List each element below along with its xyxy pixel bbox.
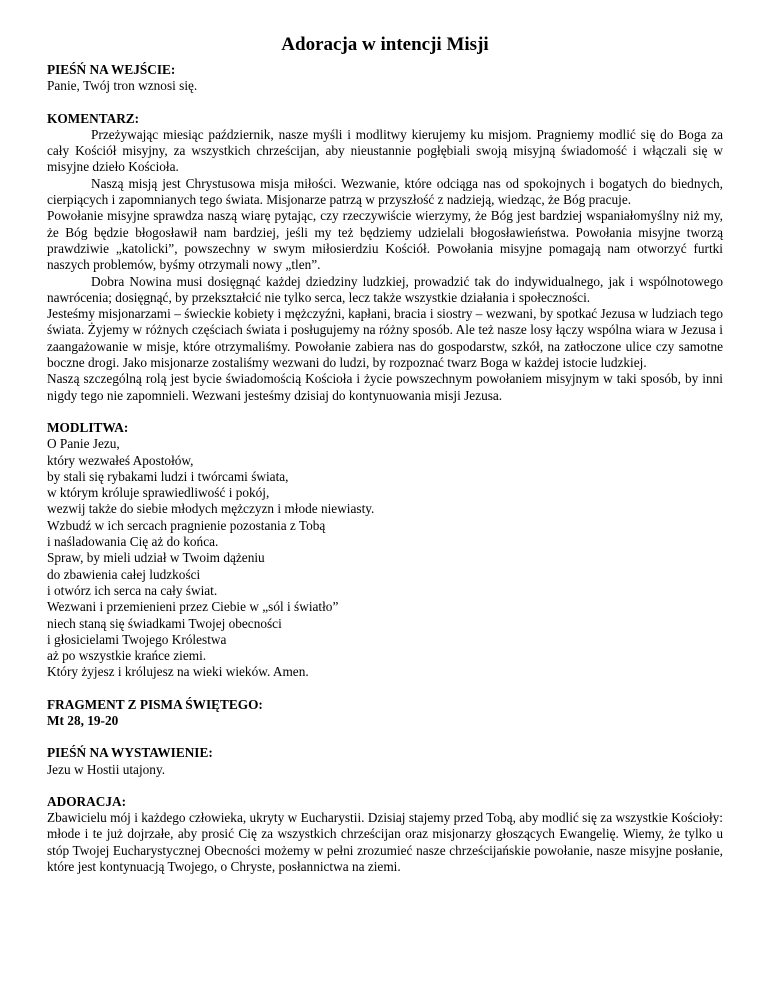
prayer-line: wezwij także do siebie młodych mężczyzn i młode niewiasty.	[47, 501, 375, 517]
prayer-lines	[47, 436, 723, 680]
document-page	[47, 34, 723, 875]
prayer-line: aż po wszystkie krańce ziemi.	[47, 648, 207, 664]
spacer	[47, 681, 723, 697]
prayer-line: w którym króluje sprawiedliwość i pokój,	[47, 485, 270, 501]
scripture-reference: Mt 28, 19-20	[47, 712, 119, 728]
comment-paragraph-5: Jesteśmy misjonarzami – świeckie kobiety i mężczyźni, kapłani, bracia i siostry – wezwani, by spotkać Jezusa w ludziach tego świata. Żyjemy w różnych częściach świata i posługujemy na różny sposób. Ale też nasze losy łączy wspólna wiara w Jezusa i zaangażowanie w misje, które otrzymaliśmy. Powołanie zabiera nas do gospodarstw, szkół, na zatłoczone ulice czy samotne boczne drogi. Jako misjonarze zostaliśmy wezwani do ludzi, by rozpoznać twarz Boga w każdej istocie ludzkiej.	[47, 306, 723, 371]
page-title: Adoracja w intencji Misji	[281, 34, 489, 55]
entry-song-text: Panie, Twój tron wznosi się.	[47, 78, 198, 94]
spacer	[47, 404, 723, 420]
spacer	[47, 95, 723, 111]
prayer-heading: MODLITWA:	[47, 419, 129, 435]
prayer-line: Który żyjesz i królujesz na wieki wieków. Amen.	[47, 664, 309, 680]
prayer-line: i naśladowania Cię aż do końca.	[47, 534, 219, 550]
comment-heading: KOMENTARZ:	[47, 110, 140, 126]
spacer	[47, 729, 723, 745]
prayer-line: Wezwani i przemienieni przez Ciebie w „sól i światło”	[47, 599, 339, 615]
exposition-song-text: Jezu w Hostii utajony.	[47, 761, 166, 777]
spacer	[47, 778, 723, 794]
comment-paragraph-2: Naszą misją jest Chrystusowa misja miłości. Wezwanie, które odciąga nas od spokojnych i bogatych do biednych, cierpiących i zapomnianych tego świata. Misjonarze patrzą w przyszłość z nadzieją, wiedząc, że Bóg pracuje.	[47, 175, 723, 208]
comment-paragraph-3: Powołanie misyjne sprawdza naszą wiarę pytając, czy rzeczywiście wierzymy, że Bóg jest bardziej wspaniałomyślny niż my, że Bóg będzie błogosławił nam bardziej, jeśli my też będziemy udzielali błogosławieństwa. Powołania misyjne tworzą prawdziwie „katolicki”, powszechny w swym miłosierdziu Kościół. Powołania misyjne pomagają nam otworzyć furtki naszych problemów, byśmy otrzymali nowy „tlen”.	[47, 208, 723, 273]
prayer-line: by stali się rybakami ludzi i twórcami świata,	[47, 468, 289, 484]
comment-paragraph-6: Naszą szczególną rolą jest bycie świadomością Kościoła i życie powszechnym powołaniem misyjnym w taki sposób, by inni nigdy tego nie zapomnieli. Wezwani jesteśmy dzisiaj do kontynuowania misji Jezusa.	[47, 371, 723, 403]
scripture-heading: FRAGMENT Z PISMA ŚWIĘTEGO:	[47, 696, 263, 712]
prayer-line: i otwórz ich serca na cały świat.	[47, 582, 218, 598]
prayer-line: Wzbudź w ich sercach pragnienie pozostania z Tobą	[47, 517, 326, 533]
adoration-text: Zbawicielu mój i każdego człowieka, ukryty w Eucharystii. Dzisiaj stajemy przed Tobą, aby modlić się za wszystkie Kościoły: młode i te już dojrzałe, aby prosić Cię za wszystkich chrześcijan oraz misjonarzy głoszących Ewangelię. Wiemy, że tylko u stóp Twojej Eucharystycznej Obecności możemy w pełni zrozumieć nasze chrześcijańskie powołanie, nasze misyjne posłanie, które jest kontynuacją Twojego, o Chryste, posłannictwa na ziemi.	[47, 810, 723, 875]
exposition-song-heading: PIEŚŃ NA WYSTAWIENIE:	[47, 745, 213, 761]
comment-paragraph-4: Dobra Nowina musi dosięgnąć każdej dziedziny ludzkiej, prowadzić tak do indywidualnego, jak i wspólnotowego nawrócenia; dosięgnąć, by przekształcić nie tylko serca, lecz także wszystkie działania i społeczności.	[47, 273, 723, 305]
comment-paragraph-1: Przeżywając miesiąc październik, nasze myśli i modlitwy kierujemy ku misjom. Pragniemy modlić się do Boga za cały Kościół misyjny, za wszystkich chrześcijan, aby nieustannie pogłębiali swoją misyjną świadomość i włączali się w misyjne dzieło Kościoła.	[47, 126, 723, 175]
prayer-line: który wezwałeś Apostołów,	[47, 452, 194, 468]
adoration-heading: ADORACJA:	[47, 793, 127, 809]
entry-song-heading: PIEŚŃ NA WEJŚCIE:	[47, 62, 176, 77]
prayer-line: niech staną się świadkami Twojej obecności	[47, 615, 282, 631]
prayer-line: do zbawienia całej ludzkości	[47, 566, 201, 582]
prayer-line: O Panie Jezu,	[47, 436, 120, 452]
prayer-line: i głosicielami Twojego Królestwa	[47, 631, 227, 647]
prayer-line: Spraw, by mieli udział w Twoim dążeniu	[47, 550, 265, 566]
